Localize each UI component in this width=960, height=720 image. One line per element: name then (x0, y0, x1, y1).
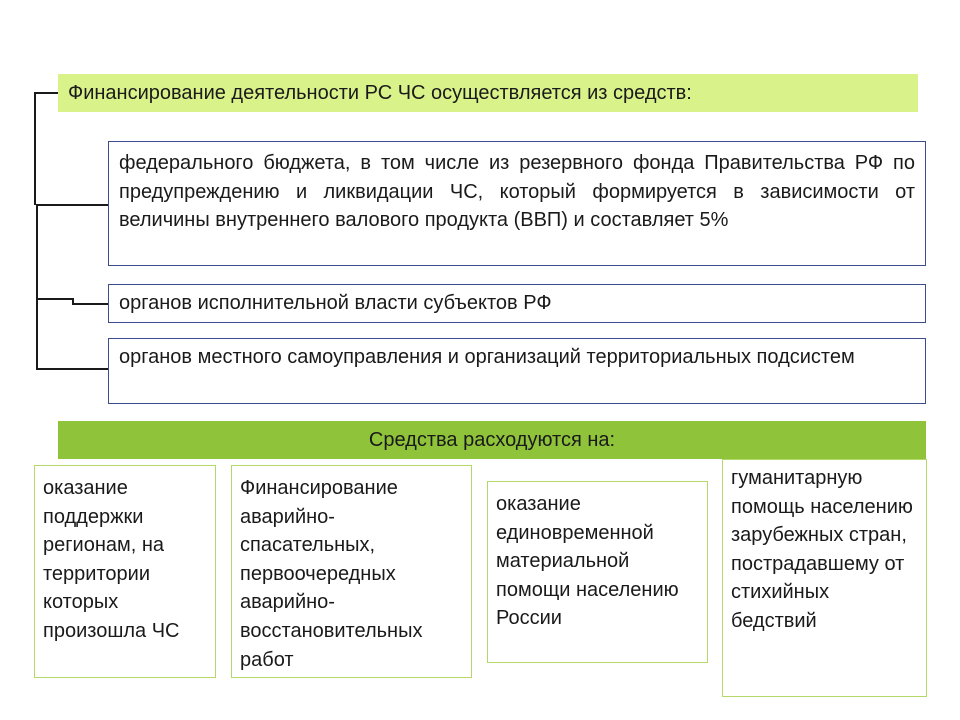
connector-branch-2a (36, 298, 72, 300)
connector-branch-1 (36, 204, 108, 206)
source-local-government: органов местного самоуправления и организаций территориальных подсистем (108, 338, 926, 404)
connector-branch-2c (72, 303, 108, 305)
connector-top (34, 92, 58, 94)
source-regional-authorities: органов исполнительной власти субъектов РФ (108, 284, 926, 323)
connector-branch-3 (36, 368, 108, 370)
expenses-heading: Средства расходуются на: (58, 421, 926, 459)
expense-region-support: оказание поддержки регионам, на территории которых произошла ЧС (34, 465, 216, 678)
expense-rescue-works: Финансирование аварийно-спасательных, первоочередных аварийно-восстановительных работ (231, 465, 472, 678)
connector-vertical-upper (34, 92, 36, 205)
expense-humanitarian-aid: гуманитарную помощь населению зарубежных стран, пострадавшему от стихийных бедствий (722, 459, 927, 697)
expense-material-aid: оказание единовременной материальной помощи населению России (487, 481, 708, 663)
financing-heading: Финансирование деятельности РС ЧС осуществляется из средств: (58, 74, 918, 112)
connector-vertical-lower (36, 204, 38, 369)
source-federal-budget: федерального бюджета, в том числе из резервного фонда Правительства РФ по предупреждению и ликвидации ЧС, который формируется в зависимости от величины внутреннего валового продукта (ВВП) и составляет 5% (108, 141, 926, 266)
